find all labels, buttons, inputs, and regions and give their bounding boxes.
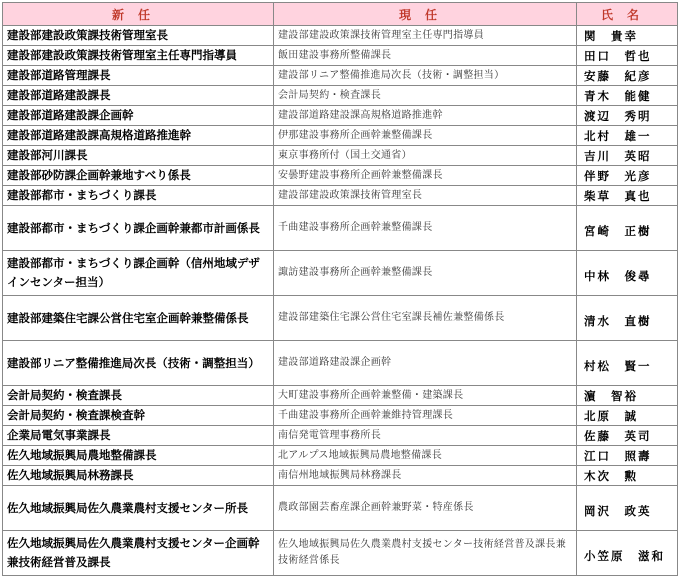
table-row bbox=[3, 406, 678, 426]
name-cell: 木次 勲 bbox=[577, 466, 678, 486]
name-cell: 宮崎 正樹 bbox=[577, 206, 678, 251]
header-new-post: 新任 bbox=[3, 3, 274, 26]
new-post-cell: 建設部道路管理課長 bbox=[3, 66, 274, 86]
current-post-cell: 大町建設事務所企画幹兼整備・建築課長 bbox=[274, 386, 577, 406]
new-post-cell: 建設部河川課長 bbox=[3, 146, 274, 166]
name-cell: 柴草 真也 bbox=[577, 186, 678, 206]
current-post-cell: 飯田建設事務所整備課長 bbox=[274, 46, 577, 66]
new-post-cell: 建設部都市・まちづくり課企画幹兼都市計画係長 bbox=[3, 206, 274, 251]
name-cell: 伴野 光彦 bbox=[577, 166, 678, 186]
table-row bbox=[3, 206, 678, 251]
table-row bbox=[3, 146, 678, 166]
table-row bbox=[3, 341, 678, 386]
current-post-cell: 南信発電管理事務所長 bbox=[274, 426, 577, 446]
name-cell: 小笠原 滋和 bbox=[577, 531, 678, 576]
current-post-cell: 建設部道路建設課企画幹 bbox=[274, 341, 577, 386]
table-row bbox=[3, 106, 678, 126]
current-post-cell: 建設部道路建設課高規格道路推進幹 bbox=[274, 106, 577, 126]
table-row bbox=[3, 531, 678, 576]
current-post-cell: 建設部リニア整備推進局次長（技術・調整担当） bbox=[274, 66, 577, 86]
name-cell: 江口 照壽 bbox=[577, 446, 678, 466]
new-post-cell: 佐久地域振興局佐久農業農村支援センター企画幹兼技術経営普及課長 bbox=[3, 531, 274, 576]
current-post-cell: 伊那建設事務所企画幹兼整備課長 bbox=[274, 126, 577, 146]
current-post-cell: 千曲建設事務所企画幹兼整備課長 bbox=[274, 206, 577, 251]
table-row bbox=[3, 296, 678, 341]
table-row bbox=[3, 186, 678, 206]
current-post-cell: 建設部建設政策課技術管理室主任専門指導員 bbox=[274, 26, 577, 46]
current-post-cell: 農政部園芸畜産課企画幹兼野菜・特産係長 bbox=[274, 486, 577, 531]
new-post-cell: 会計局契約・検査課長 bbox=[3, 386, 274, 406]
new-post-cell: 佐久地域振興局農地整備課長 bbox=[3, 446, 274, 466]
table-row bbox=[3, 486, 678, 531]
current-post-cell: 千曲建設事務所企画幹兼維持管理課長 bbox=[274, 406, 577, 426]
table-row bbox=[3, 426, 678, 446]
new-post-cell: 建設部建築住宅課公営住宅室企画幹兼整備係長 bbox=[3, 296, 274, 341]
current-post-cell: 諏訪建設事務所企画幹兼整備課長 bbox=[274, 251, 577, 296]
current-post-cell: 安曇野建設事務所企画幹兼整備課長 bbox=[274, 166, 577, 186]
table-row bbox=[3, 86, 678, 106]
new-post-cell: 佐久地域振興局佐久農業農村支援センター所長 bbox=[3, 486, 274, 531]
header-row bbox=[3, 3, 678, 26]
table-row bbox=[3, 386, 678, 406]
table-row bbox=[3, 66, 678, 86]
current-post-cell: 会計局契約・検査課長 bbox=[274, 86, 577, 106]
new-post-cell: 建設部道路建設課長 bbox=[3, 86, 274, 106]
new-post-cell: 佐久地域振興局林務課長 bbox=[3, 466, 274, 486]
name-cell: 田口 哲也 bbox=[577, 46, 678, 66]
table-row bbox=[3, 446, 678, 466]
header-current-post: 現任 bbox=[274, 3, 577, 26]
new-post-cell: 建設部都市・まちづくり課長 bbox=[3, 186, 274, 206]
name-cell: 渡辺 秀明 bbox=[577, 106, 678, 126]
current-post-cell: 南信州地域振興局林務課長 bbox=[274, 466, 577, 486]
name-cell: 北村 雄一 bbox=[577, 126, 678, 146]
table-row bbox=[3, 46, 678, 66]
new-post-cell: 企業局電気事業課長 bbox=[3, 426, 274, 446]
header-name: 氏名 bbox=[577, 3, 678, 26]
name-cell: 中林 俊尋 bbox=[577, 251, 678, 296]
name-cell: 関 貴幸 bbox=[577, 26, 678, 46]
new-post-cell: 建設部砂防課企画幹兼地すべり係長 bbox=[3, 166, 274, 186]
table-row bbox=[3, 166, 678, 186]
personnel-table bbox=[2, 2, 678, 576]
new-post-cell: 建設部建設政策課技術管理室長 bbox=[3, 26, 274, 46]
name-cell: 濵 智裕 bbox=[577, 386, 678, 406]
name-cell: 吉川 英昭 bbox=[577, 146, 678, 166]
new-post-cell: 建設部建設政策課技術管理室主任専門指導員 bbox=[3, 46, 274, 66]
table-row bbox=[3, 26, 678, 46]
name-cell: 岡沢 政英 bbox=[577, 486, 678, 531]
table-row bbox=[3, 251, 678, 296]
name-cell: 清水 直樹 bbox=[577, 296, 678, 341]
current-post-cell: 東京事務所付（国土交通省） bbox=[274, 146, 577, 166]
table-row bbox=[3, 466, 678, 486]
new-post-cell: 建設部都市・まちづくり課企画幹（信州地域デザインセンター担当） bbox=[3, 251, 274, 296]
new-post-cell: 建設部道路建設課企画幹 bbox=[3, 106, 274, 126]
new-post-cell: 建設部リニア整備推進局次長（技術・調整担当） bbox=[3, 341, 274, 386]
table-row bbox=[3, 126, 678, 146]
name-cell: 佐藤 英司 bbox=[577, 426, 678, 446]
new-post-cell: 会計局契約・検査課検査幹 bbox=[3, 406, 274, 426]
current-post-cell: 北アルプス地域振興局農地整備課長 bbox=[274, 446, 577, 466]
name-cell: 村松 賢一 bbox=[577, 341, 678, 386]
name-cell: 青木 能健 bbox=[577, 86, 678, 106]
current-post-cell: 建設部建築住宅課公営住宅室課長補佐兼整備係長 bbox=[274, 296, 577, 341]
name-cell: 北原 誠 bbox=[577, 406, 678, 426]
new-post-cell: 建設部道路建設課高規格道路推進幹 bbox=[3, 126, 274, 146]
current-post-cell: 建設部建設政策課技術管理室長 bbox=[274, 186, 577, 206]
name-cell: 安藤 紀彦 bbox=[577, 66, 678, 86]
current-post-cell: 佐久地域振興局佐久農業農村支援センター技術経営普及課長兼技術経営係長 bbox=[274, 531, 577, 576]
